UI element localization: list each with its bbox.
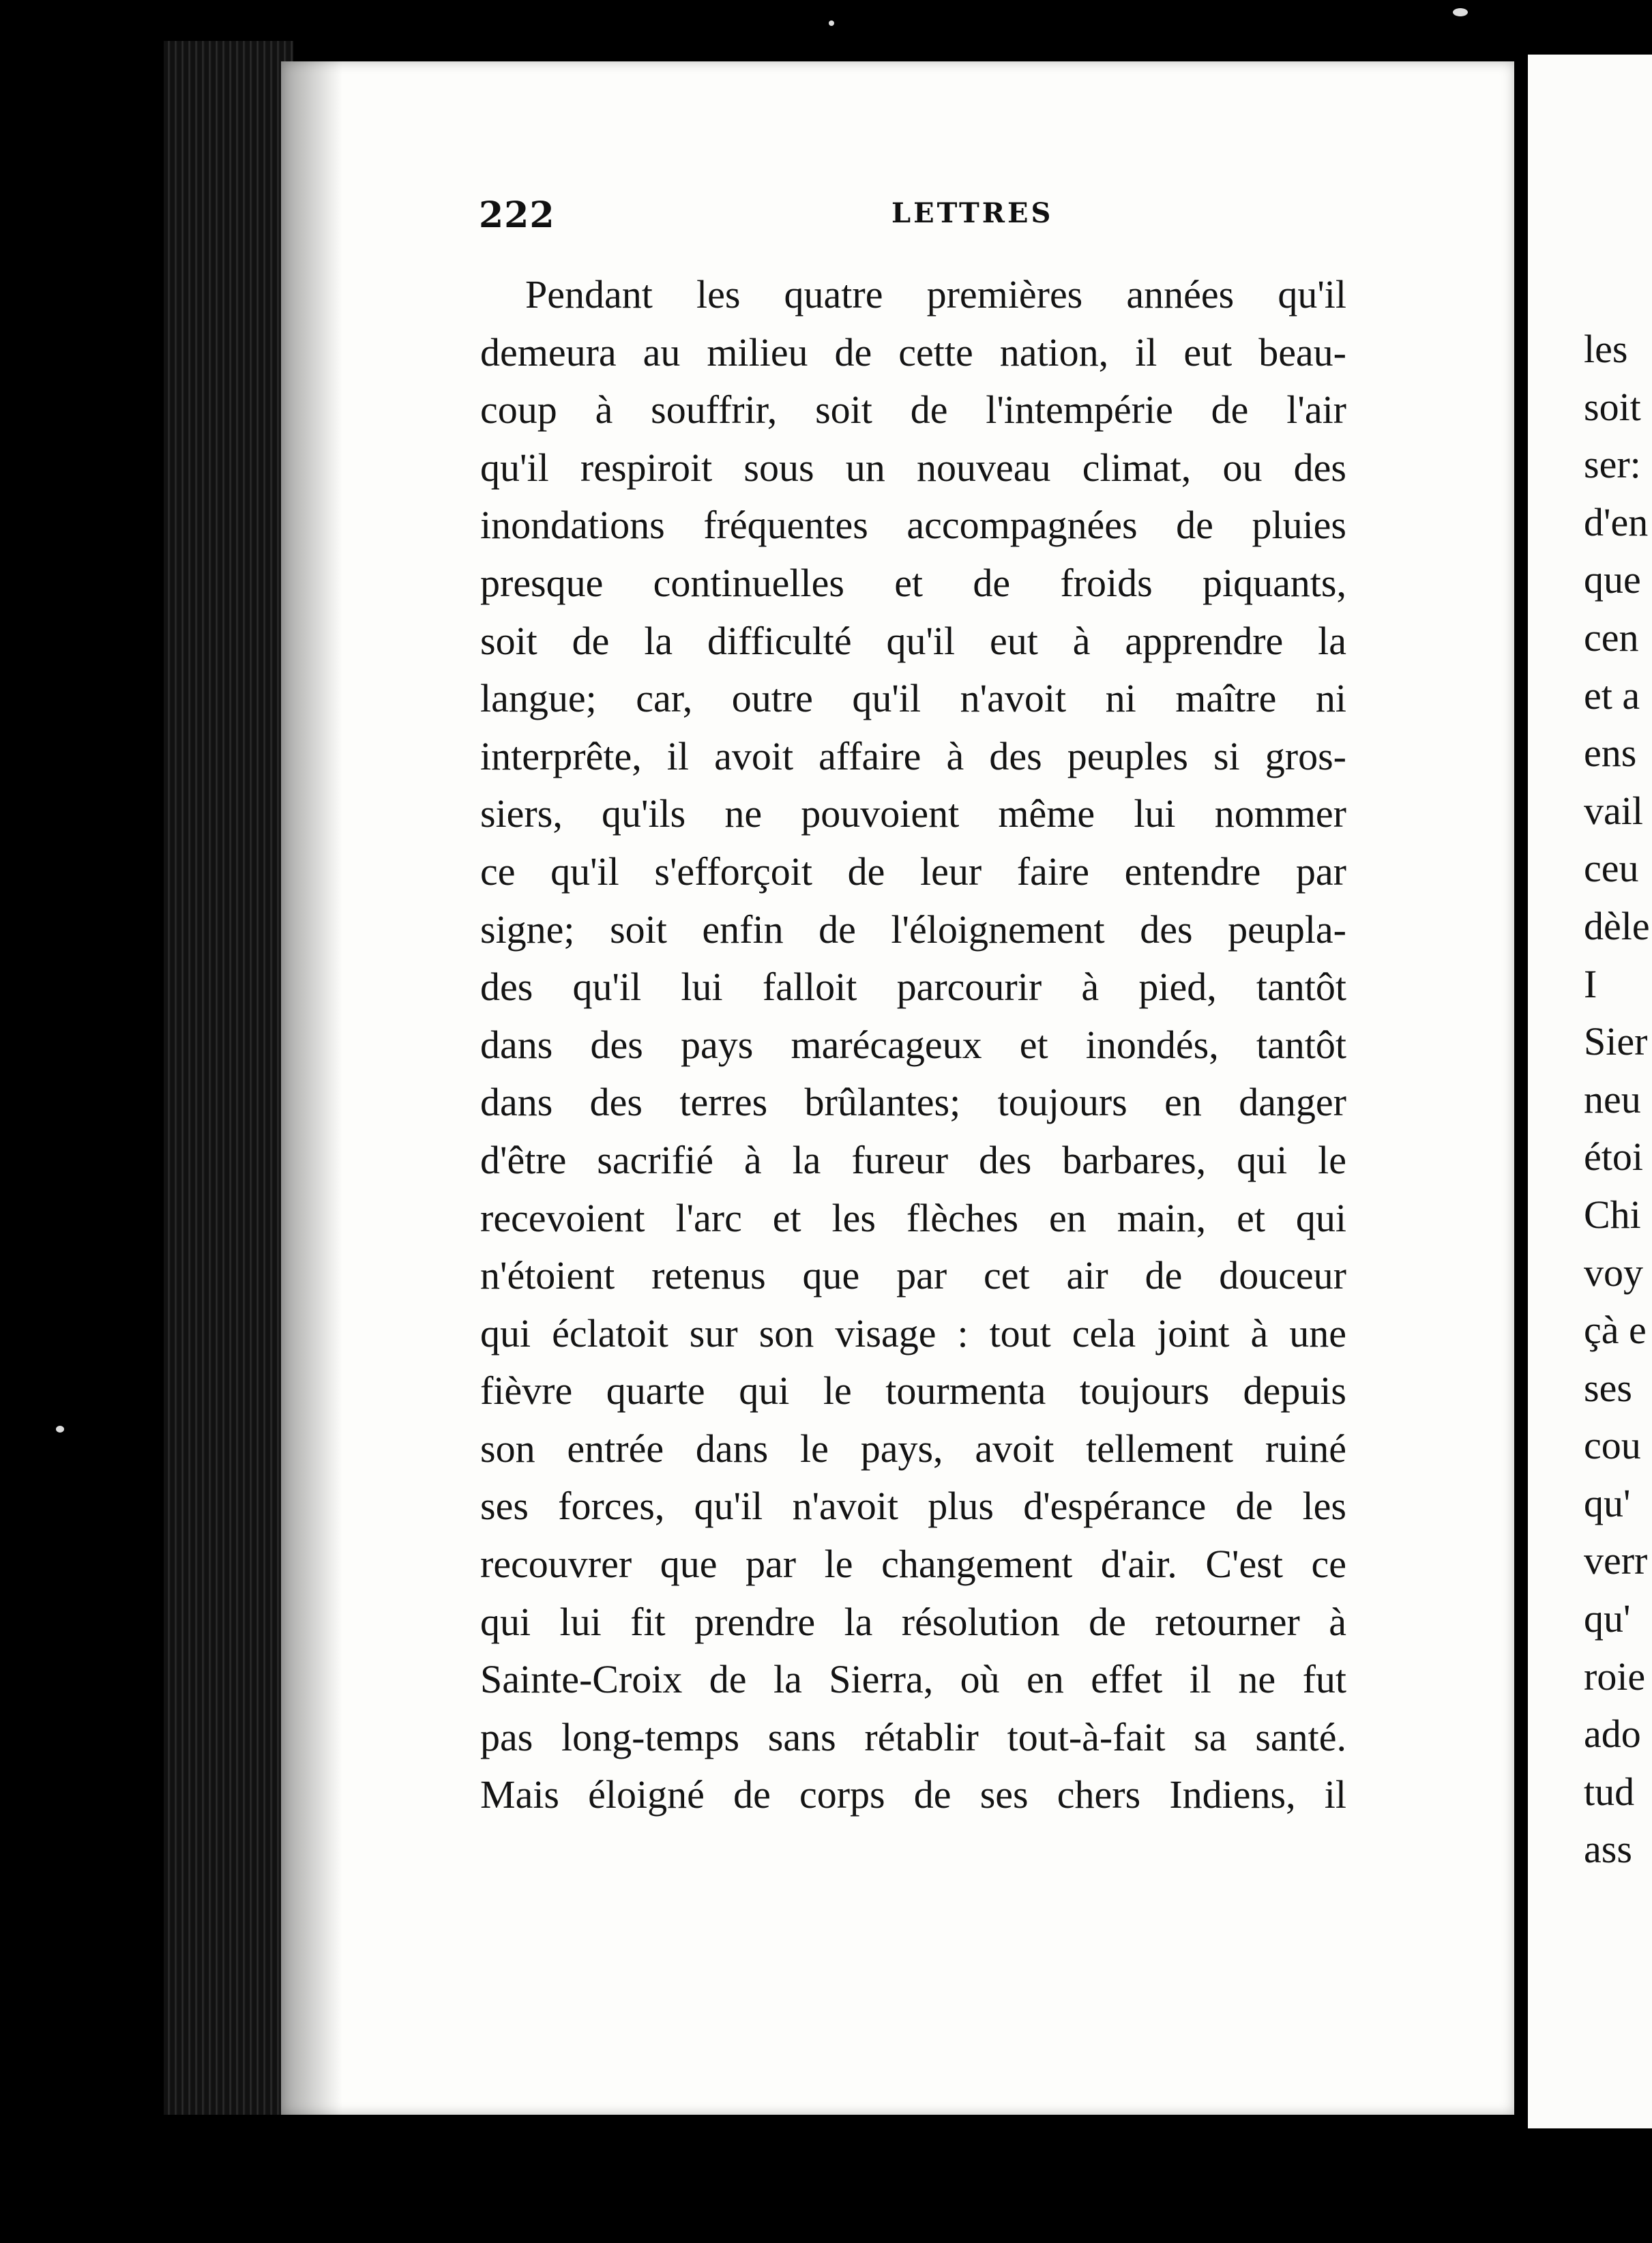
text-line: soit de la difficulté qu'il eut à apprendre la (480, 618, 1346, 663)
text-line: interprête, il avoit affaire à des peuples si gros- (480, 733, 1346, 778)
right-page-line: ses (1584, 1365, 1632, 1410)
right-page-line: ado (1584, 1712, 1641, 1757)
text-line: Sainte-Croix de la Sierra, où en effet il ne fut (480, 1657, 1346, 1702)
gutter-shadow (281, 61, 342, 2115)
dust-speck (1453, 8, 1468, 16)
right-page-fragment (1528, 55, 1652, 2128)
page-header (479, 194, 1345, 256)
text-line: qu'il respiroit sous un nouveau climat, ou des (480, 445, 1346, 490)
running-title: LETTRES (891, 197, 1054, 229)
right-page-line: les (1584, 327, 1628, 371)
text-line: ce qu'il s'efforçoit de leur faire entendre par (480, 849, 1346, 894)
page-number: 222 (479, 194, 555, 236)
text-line: dans des pays marécageux et inondés, tantôt (480, 1022, 1346, 1067)
right-page-line: ser: (1584, 442, 1641, 487)
right-page-line: I (1584, 961, 1597, 1006)
text-line: signe; soit enfin de l'éloignement des peupla- (480, 907, 1346, 952)
right-page-line: cou (1584, 1423, 1641, 1468)
right-page-line: étoi (1584, 1134, 1643, 1179)
right-page-line: vail (1584, 788, 1643, 833)
text-line: des qu'il lui falloit parcourir à pied, tantôt (480, 965, 1346, 1010)
text-line: demeura au milieu de cette nation, il eut beau- (480, 329, 1346, 375)
text-line: pas long-temps sans rétablir tout-à-fait sa santé. (480, 1714, 1346, 1759)
text-line: fièvre quarte qui le tourmenta toujours depuis (480, 1368, 1346, 1413)
page-edge-stack (164, 41, 293, 2115)
right-page-line: soit (1584, 384, 1641, 429)
right-page-line: qu' (1584, 1596, 1631, 1641)
right-page-text (1584, 321, 1652, 1879)
text-line: recevoient l'arc et les flèches en main, et qui (480, 1195, 1346, 1240)
text-line: siers, qu'ils ne pouvoient même lui nommer (480, 791, 1346, 836)
body-text (480, 266, 1346, 1824)
right-page-line: Chi (1584, 1192, 1641, 1237)
text-line: d'être sacrifié à la fureur des barbares, qui le (480, 1137, 1346, 1182)
right-page-line: ass (1584, 1827, 1632, 1872)
text-line: presque continuelles et de froids piquants, (480, 560, 1346, 605)
text-line: Mais éloigné de corps de ses chers Indiens, il (480, 1772, 1346, 1817)
text-line: Pendant les quatre premières années qu'il (525, 272, 1346, 317)
text-line: qui éclatoit sur son visage : tout cela joint à une (480, 1310, 1346, 1355)
text-line: qui lui fit prendre la résolution de retourner à (480, 1599, 1346, 1644)
right-page-line: qu' (1584, 1480, 1631, 1525)
right-page-line: Sier (1584, 1019, 1648, 1064)
right-page-line: ens (1584, 731, 1637, 776)
left-page (281, 61, 1514, 2115)
right-page-line: que (1584, 557, 1641, 602)
text-line: ses forces, qu'il n'avoit plus d'espérance de les (480, 1484, 1346, 1529)
right-page-line: tud (1584, 1769, 1635, 1814)
right-page-line: çà e (1584, 1308, 1647, 1353)
dust-speck (56, 1426, 64, 1433)
text-line: langue; car, outre qu'il n'avoit ni maître ni (480, 676, 1346, 721)
right-page-line: roie (1584, 1654, 1646, 1699)
right-page-line: neu (1584, 1076, 1641, 1122)
right-page-line: et a (1584, 673, 1640, 718)
right-page-line: voy (1584, 1250, 1643, 1295)
right-page-line: cen (1584, 615, 1639, 660)
text-line: recouvrer que par le changement d'air. C'est ce (480, 1542, 1346, 1587)
text-line: coup à souffrir, soit de l'intempérie de l'air (480, 387, 1346, 433)
right-page-line: d'en (1584, 499, 1649, 544)
text-line: n'étoient retenus que par cet air de douceur (480, 1253, 1346, 1298)
right-page-line: ceu (1584, 846, 1639, 891)
dust-speck (829, 20, 834, 26)
text-line: son entrée dans le pays, avoit tellement ruiné (480, 1426, 1346, 1471)
text-line: inondations fréquentes accompagnées de pluies (480, 503, 1346, 548)
right-page-line: verr (1584, 1538, 1648, 1583)
text-line: dans des terres brûlantes; toujours en danger (480, 1080, 1346, 1125)
right-page-line: dèle (1584, 903, 1650, 948)
